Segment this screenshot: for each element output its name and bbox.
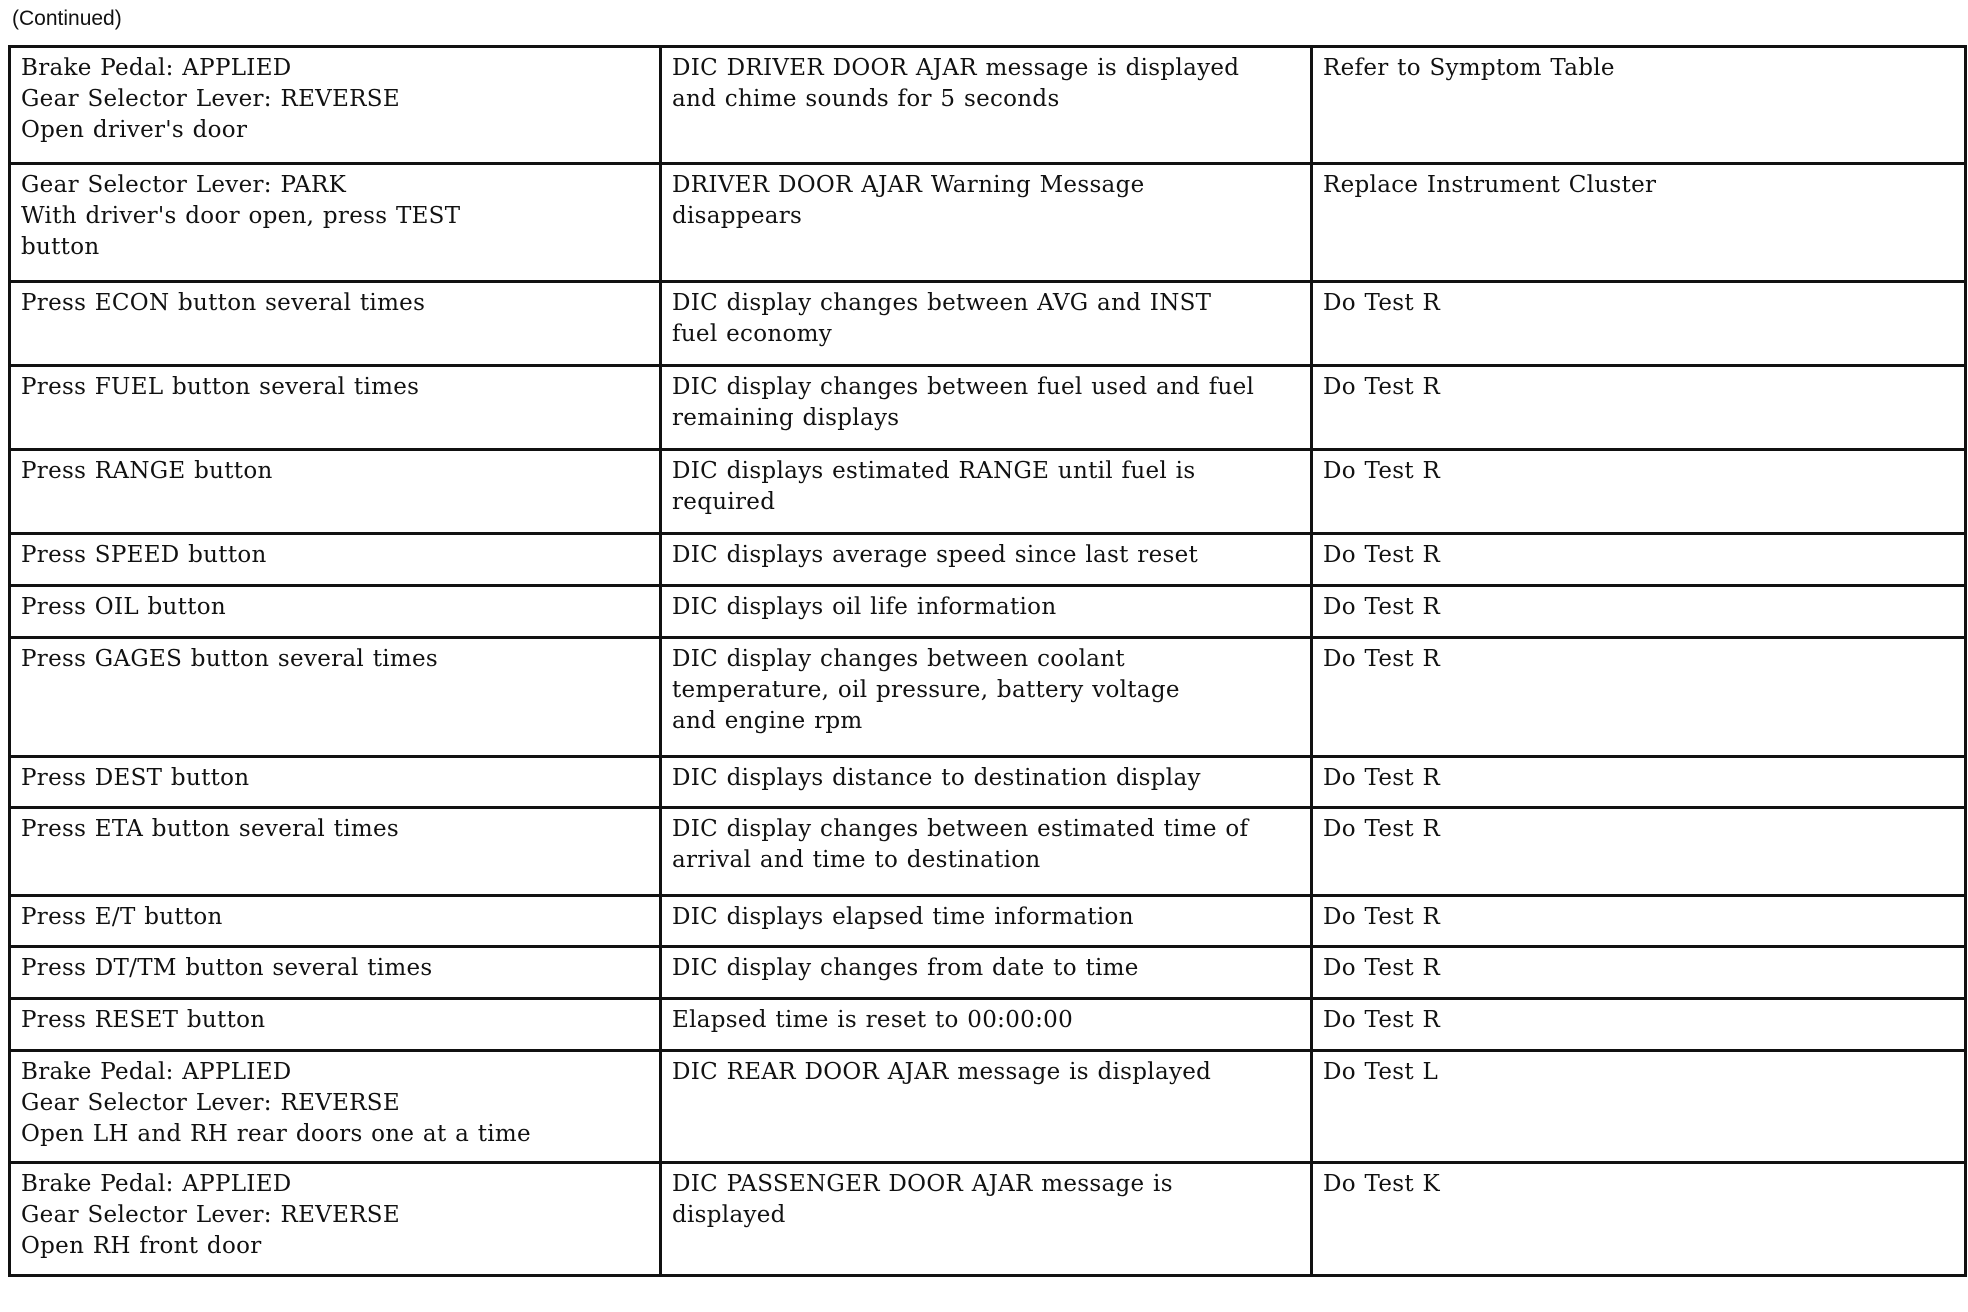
action-cell: Brake Pedal: APPLIED Gear Selector Lever: REVERSE Open LH and RH rear doors one at a time <box>10 1051 661 1163</box>
action-cell: Press ETA button several times <box>10 808 661 896</box>
action-cell: Press FUEL button several times <box>10 366 661 450</box>
diagnostic-table-container <box>8 45 1964 1277</box>
result-cell: DIC display changes between coolant temperature, oil pressure, battery voltage and engine rpm <box>661 638 1312 757</box>
table-row <box>10 534 1966 586</box>
result-cell: DIC PASSENGER DOOR AJAR message is displayed <box>661 1163 1312 1276</box>
table-row <box>10 1051 1966 1163</box>
result-cell: DIC display changes between fuel used and fuel remaining displays <box>661 366 1312 450</box>
table-row <box>10 47 1966 164</box>
result-cell: DIC display changes between AVG and INST fuel economy <box>661 282 1312 366</box>
next-step-cell: Do Test R <box>1312 999 1966 1051</box>
next-step-cell: Do Test R <box>1312 947 1966 999</box>
next-step-cell: Do Test R <box>1312 366 1966 450</box>
next-step-cell: Refer to Symptom Table <box>1312 47 1966 164</box>
action-cell: Gear Selector Lever: PARK With driver's door open, press TEST button <box>10 164 661 282</box>
continued-label: (Continued) <box>12 7 122 30</box>
result-cell: DIC displays distance to destination display <box>661 757 1312 808</box>
table-row <box>10 999 1966 1051</box>
action-cell: Brake Pedal: APPLIED Gear Selector Lever: REVERSE Open driver's door <box>10 47 661 164</box>
table-row <box>10 947 1966 999</box>
action-cell: Press GAGES button several times <box>10 638 661 757</box>
next-step-cell: Do Test R <box>1312 896 1966 947</box>
table-row <box>10 450 1966 534</box>
action-cell: Press ECON button several times <box>10 282 661 366</box>
diagnostic-table <box>8 45 1967 1277</box>
next-step-cell: Do Test R <box>1312 450 1966 534</box>
next-step-cell: Do Test R <box>1312 586 1966 638</box>
result-cell: DIC displays elapsed time information <box>661 896 1312 947</box>
result-cell: DIC display changes from date to time <box>661 947 1312 999</box>
result-cell: DIC REAR DOOR AJAR message is displayed <box>661 1051 1312 1163</box>
result-cell: Elapsed time is reset to 00:00:00 <box>661 999 1312 1051</box>
table-row <box>10 638 1966 757</box>
result-cell: DIC displays estimated RANGE until fuel is required <box>661 450 1312 534</box>
result-cell: DIC DRIVER DOOR AJAR message is displayed and chime sounds for 5 seconds <box>661 47 1312 164</box>
table-row <box>10 1163 1966 1276</box>
action-cell: Press DT/TM button several times <box>10 947 661 999</box>
next-step-cell: Do Test R <box>1312 757 1966 808</box>
result-cell: DIC displays average speed since last reset <box>661 534 1312 586</box>
table-row <box>10 282 1966 366</box>
action-cell: Press RANGE button <box>10 450 661 534</box>
action-cell: Brake Pedal: APPLIED Gear Selector Lever: REVERSE Open RH front door <box>10 1163 661 1276</box>
action-cell: Press SPEED button <box>10 534 661 586</box>
action-cell: Press DEST button <box>10 757 661 808</box>
action-cell: Press E/T button <box>10 896 661 947</box>
next-step-cell: Do Test R <box>1312 534 1966 586</box>
table-row <box>10 757 1966 808</box>
table-row <box>10 808 1966 896</box>
table-row <box>10 896 1966 947</box>
table-row <box>10 586 1966 638</box>
next-step-cell: Replace Instrument Cluster <box>1312 164 1966 282</box>
next-step-cell: Do Test R <box>1312 638 1966 757</box>
next-step-cell: Do Test R <box>1312 282 1966 366</box>
next-step-cell: Do Test L <box>1312 1051 1966 1163</box>
result-cell: DIC displays oil life information <box>661 586 1312 638</box>
action-cell: Press RESET button <box>10 999 661 1051</box>
table-row <box>10 164 1966 282</box>
action-cell: Press OIL button <box>10 586 661 638</box>
result-cell: DIC display changes between estimated time of arrival and time to destination <box>661 808 1312 896</box>
next-step-cell: Do Test R <box>1312 808 1966 896</box>
next-step-cell: Do Test K <box>1312 1163 1966 1276</box>
table-row <box>10 366 1966 450</box>
result-cell: DRIVER DOOR AJAR Warning Message disappears <box>661 164 1312 282</box>
